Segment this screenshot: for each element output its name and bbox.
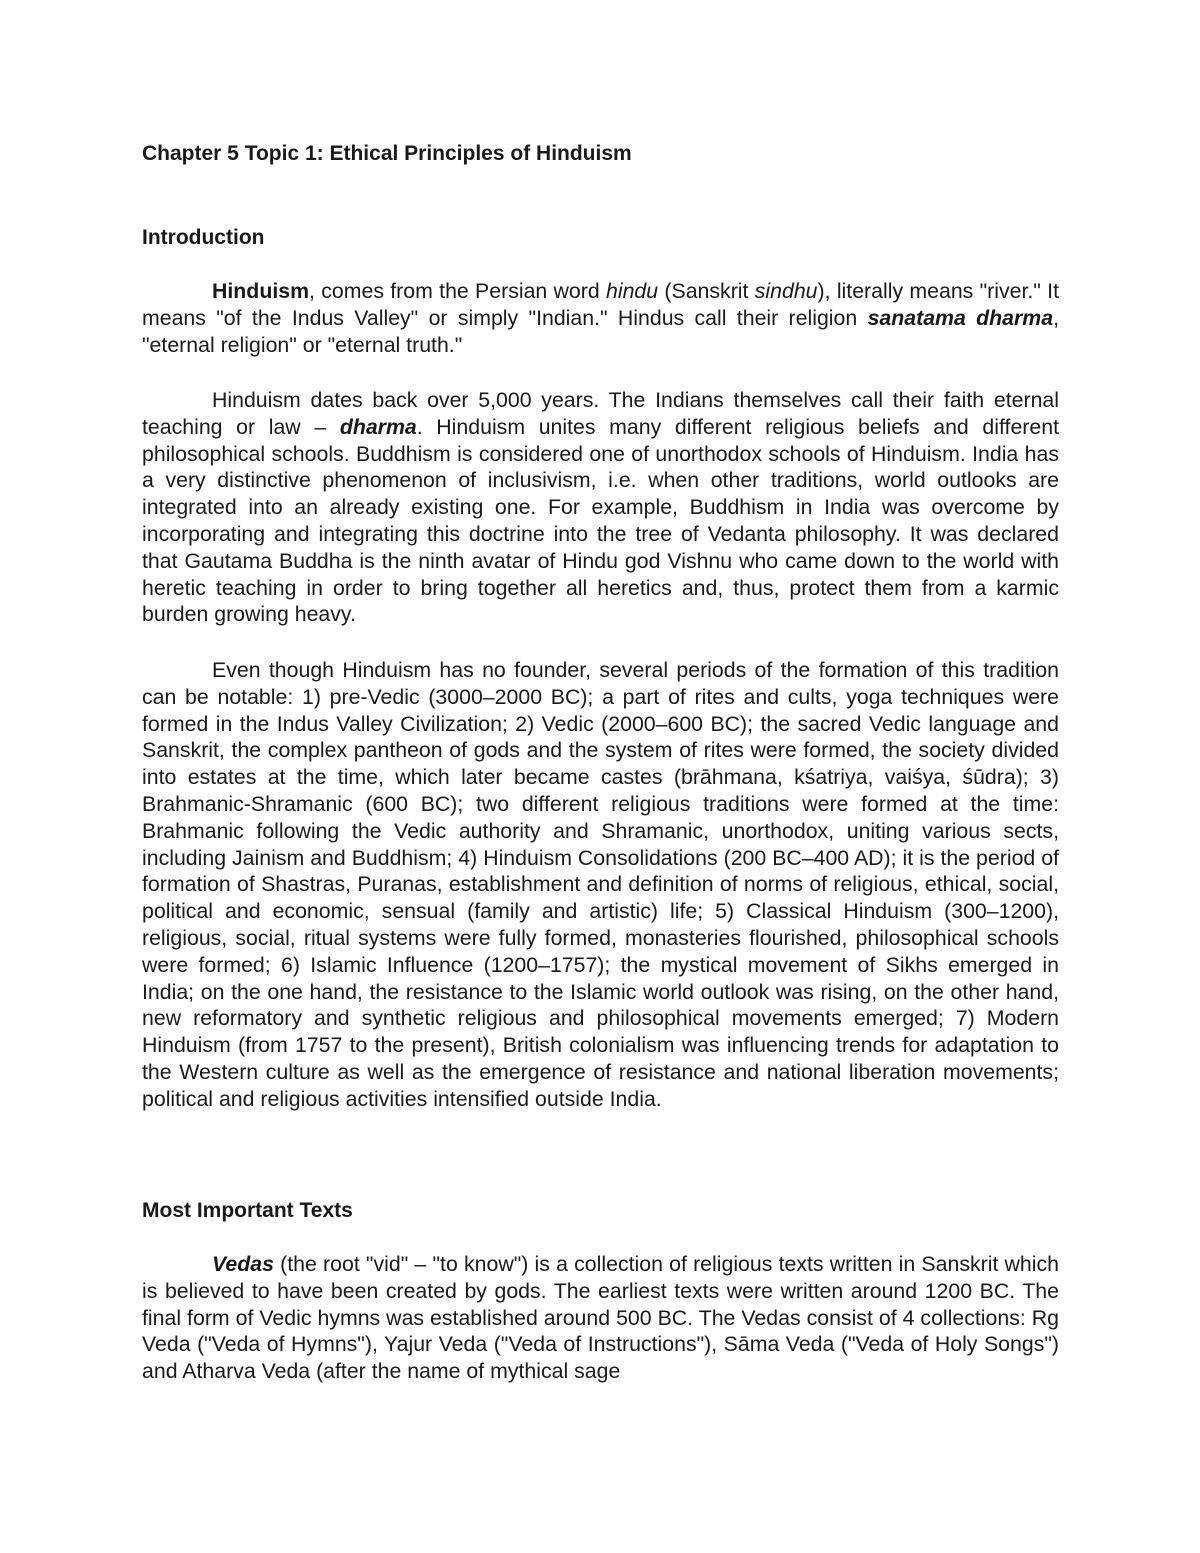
- chapter-title: Chapter 5 Topic 1: Ethical Principles of Hinduism: [142, 142, 632, 165]
- text-run: Hinduism dates back over 5,000 years. The Indians themselves call their faith eternal teaching or law –: [142, 388, 1059, 439]
- text-run: (the root "vid" – "to know") is a collection of religious texts written in Sanskrit which is believed to have been created by gods. The earliest texts were written around 1200 BC. The final form of Vedic hymns was established around 500 BC. The Vedas consist of 4 collections: Rg Veda ("Veda of Hymns"), Yajur Veda ("Veda of Instructions"), Sāma Veda ("Veda of Holy Songs") and Atharva Veda (after the name of mythical sage: [142, 1252, 1059, 1384]
- paragraph-hinduism-etymology: [142, 278, 1059, 358]
- term-sindhu: sindhu: [754, 279, 818, 303]
- section-heading-introduction: Introduction: [142, 226, 265, 249]
- term-hindu: hindu: [606, 279, 659, 303]
- text-run: ), literally means "river." It means "of the Indus Valley" or simply "Indian." Hindus call their religion: [142, 279, 1060, 330]
- text-run: . Hinduism unites many different religious beliefs and different philosophical schools. Buddhism is considered one of unorthodox schools of Hinduism. India has a very distinctive phenomenon of inclusivism, i.e. when other traditions, world outlooks are integrated into an already existing one. For example, Buddhism in India was overcome by incorporating and integrating this doctrine into the tree of Vedanta philosophy. It was declared that Gautama Buddha is the ninth avatar of Hindu god Vishnu who came down to the world with heretic teaching in order to bring together all heretics and, thus, protect them from a karmic burden growing heavy.: [142, 414, 1059, 627]
- paragraph-vedas: [142, 1251, 1059, 1385]
- term-vedas: Vedas: [212, 1252, 274, 1276]
- text-run: (Sanskrit: [658, 279, 755, 303]
- term-dharma: dharma: [339, 414, 417, 439]
- text-run: , "eternal religion" or "eternal truth.": [142, 305, 1060, 357]
- section-heading-most-important-texts: Most Important Texts: [142, 1199, 353, 1222]
- paragraph-hinduism-history: [142, 387, 1059, 628]
- paragraph-formation-periods: Even though Hinduism has no founder, several periods of the formation of this tradition can be notable: 1) pre-Vedic (3000–2000 BC); a part of rites and cults, yoga techniques were formed in the Indus Valley Civilization; 2) Vedic (2000–600 BC); the sacred Vedic language and Sanskrit, the complex pantheon of gods and the system of rites were formed, the society divided into estates at the time, which later became castes (brāhmana, kśatriya, vaiśya, śūdra); 3) Brahmanic-Shramanic (600 BC); two different religious traditions were formed at the time: Brahmanic following the Vedic authority and Shramanic, unorthodox, uniting various sects, including Jainism and Buddhism; 4) Hinduism Consolidations (200 BC–400 AD); it is the period of formation of Shastras, Puranas, establishment and definition of norms of religious, ethical, social, political and economic, sensual (family and artistic) life; 5) Classical Hinduism (300–1200), religious, social, ritual systems were fully formed, monasteries flourished, philosophical schools were formed; 6) Islamic Influence (1200–1757); the mystical movement of Sikhs emerged in India; on the one hand, the resistance to the Islamic world outlook was rising, on the other hand, new reformatory and synthetic religious and philosophical movements emerged; 7) Modern Hinduism (from 1757 to the present), British colonialism was influencing trends for adaptation to the Western culture as well as the emergence of resistance and national liberation movements; political and religious activities intensified outside India.: [142, 658, 1059, 1111]
- text-run: , comes from the Persian word: [309, 279, 607, 303]
- term-sanatama-dharma: sanatama dharma: [867, 305, 1054, 330]
- term-hinduism: Hinduism: [212, 279, 310, 303]
